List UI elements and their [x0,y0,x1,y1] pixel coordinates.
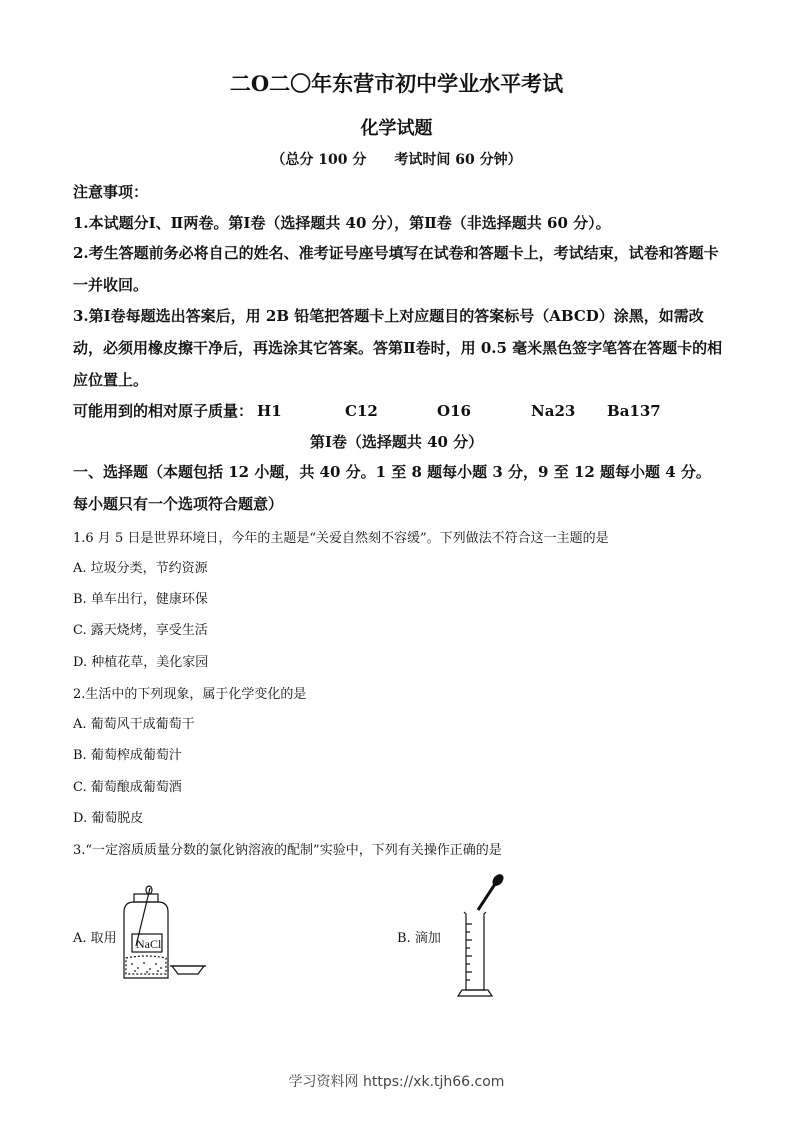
question-3-option-b: B. 滴加 [397,931,441,946]
subject-title: 化学试题 [360,118,433,139]
question-3-stem: 3.“一定溶质质量分数的氯化钠溶液的配制”实验中，下列有关操作正确的是 [73,843,502,858]
question-1-option-c: C. 露天烧烤，享受生活 [73,623,208,638]
question-2-option-c: C. 葡萄酿成葡萄酒 [73,780,182,795]
atom-o: O16 [437,402,471,420]
atom-na: Na23 [531,402,576,420]
question-3-option-a: A. 取用 [73,931,117,946]
question-2-stem: 2.生活中的下列现象，属于化学变化的是 [73,687,307,702]
atom-h: H1 [257,402,282,420]
question-1-stem: 1.6 月 5 日是世界环境日，今年的主题是“关爱自然刻不容缓”。下列做法不符合这一主题的是 [73,531,609,546]
atom-ba: Ba137 [607,402,661,420]
footer-watermark: 学习资料网 https://xk.tjh66.com [288,1074,505,1090]
graduated-cylinder-figure [450,872,520,1002]
exam-meta: （总分 100 分 考试时间 60 分钟） [271,152,522,168]
atom-c: C12 [345,402,378,420]
note-item-2: 2.考生答题前务必将自己的姓名、准考证号座号填写在试卷和答题卡上，考试结束，试卷和答题卡一并收回。 [73,244,719,294]
atomic-masses [73,400,661,421]
question-2-option-a: A. 葡萄风干成葡萄干 [73,717,195,732]
question-1-option-a: A. 垃圾分类，节约资源 [73,561,208,576]
notes-heading: 注意事项： [73,183,149,201]
question-1-option-b: B. 单车出行，健康环保 [73,592,208,607]
atomic-masses-label: 可能用到的相对原子质量： [73,402,254,420]
section-instructions: 一、选择题（本题包括 12 小题，共 40 分。1 至 8 题每小题 3 分，9 至 12 题每小题 4 分。每小题只有一个选项符合题意） [73,463,711,513]
question-1-option-d: D. 种植花草，美化家园 [73,655,209,670]
part1-heading: 第Ⅰ卷（选择题共 40 分） [309,433,484,451]
reagent-bottle-figure [118,884,214,984]
note-item-1: 1.本试题分Ⅰ、Ⅱ两卷。第Ⅰ卷（选择题共 40 分），第Ⅱ卷（非选择题共 60 分）。 [73,214,611,232]
question-2-option-b: B. 葡萄榨成葡萄汁 [73,748,182,763]
exam-title: 二O二〇年东营市初中学业水平考试 [229,71,564,96]
question-2-option-d: D. 葡萄脱皮 [73,811,144,826]
note-item-3: 3.第Ⅰ卷每题选出答案后，用 2B 铅笔把答题卡上对应题目的答案标号（ABCD）涂黑，如需改动，必须用橡皮擦干净后，再选涂其它答案。答第Ⅱ卷时，用 0.5 毫米黑色签字笔答在答题卡的相应位置上。 [73,307,723,389]
bottle-label: NaCl [136,937,162,951]
